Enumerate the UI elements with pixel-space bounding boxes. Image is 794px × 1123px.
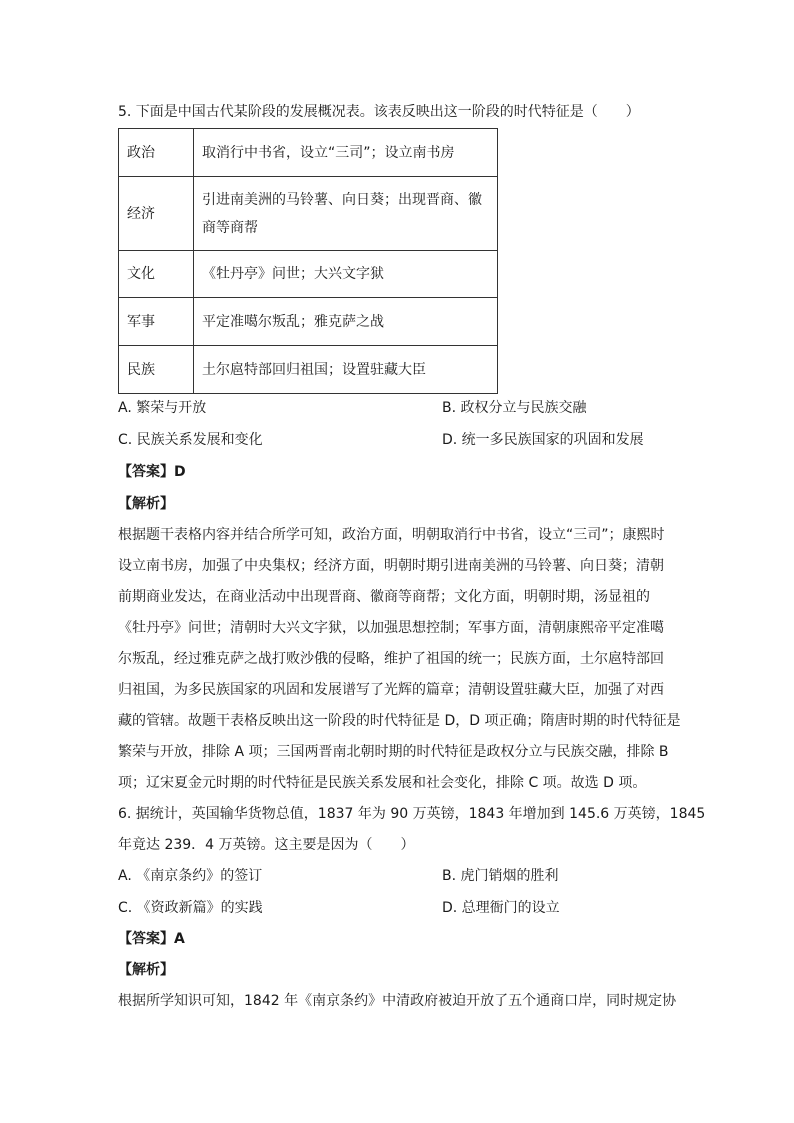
q6-stem-line: 年竟达 239．4 万英镑。这主要是因为（ ）	[118, 837, 415, 853]
q6-option-d: D. 总理衙门的设立	[442, 900, 560, 916]
q5-analysis-line: 《牡丹亭》问世；清朝时大兴文字狱，以加强思想控制；军事方面，清朝康熙帝平定准噶	[118, 620, 664, 636]
q6-option-b: B. 虎门销烟的胜利	[442, 868, 559, 884]
q5-analysis-line: 设立南书房，加强了中央集权；经济方面，明朝时期引进南美洲的马铃薯、向日葵；清朝	[118, 558, 664, 574]
q6-stem-line: 6. 据统计，英国输华货物总值，1837 年为 90 万英镑，1843 年增加到 145.6 万英镑，1845	[118, 806, 706, 822]
q5-option-d: D. 统一多民族国家的巩固和发展	[442, 432, 644, 448]
q6-option-c: C. 《资政新篇》的实践	[118, 900, 263, 916]
q5-answer: 【答案】D	[118, 464, 186, 480]
q5-analysis-line: 繁荣与开放，排除 A 项；三国两晋南北朝时期的时代特征是政权分立与民族交融，排除 B	[118, 744, 669, 760]
table-row	[119, 298, 498, 346]
table-row	[119, 177, 498, 251]
q5-analysis-line: 根据题干表格内容并结合所学可知，政治方面，明朝取消行中书省，设立“三司”；康熙时	[118, 527, 665, 543]
table-row-content	[194, 177, 498, 251]
q5-table	[118, 128, 498, 394]
q5-stem: 5. 下面是中国古代某阶段的发展概况表。该表反映出这一阶段的时代特征是（ ）	[118, 104, 640, 120]
q6-analysis-line: 根据所学知识可知，1842 年《南京条约》中清政府被迫开放了五个通商口岸，同时规定协	[118, 993, 677, 1009]
table-row-content: 平定准噶尔叛乱；雅克萨之战	[194, 298, 498, 346]
q5-analysis-line: 前期商业发达，在商业活动中出现晋商、徽商等商帮；文化方面，明朝时期，汤显祖的	[118, 589, 650, 605]
table-row-content: 取消行中书省，设立“三司”；设立南书房	[194, 129, 498, 177]
q5-analysis-title: 【解析】	[118, 496, 174, 512]
q5-option-a: A. 繁荣与开放	[118, 400, 207, 416]
q5-analysis-line: 藏的管辖。故题干表格反映出这一阶段的时代特征是 D，D 项正确；隋唐时期的时代特征是	[118, 713, 681, 729]
table-row	[119, 129, 498, 177]
q6-answer: 【答案】A	[118, 931, 185, 947]
table-row-content: 《牡丹亭》问世；大兴文字狱	[194, 251, 498, 298]
q5-analysis-line: 归祖国，为多民族国家的巩固和发展谱写了光辉的篇章；清朝设置驻藏大臣，加强了对西	[118, 682, 664, 698]
table-row-content: 土尔扈特部回归祖国；设置驻藏大臣	[194, 346, 498, 394]
table-row-label: 政治	[119, 129, 194, 177]
table-row	[119, 251, 498, 298]
q6-option-a: A. 《南京条约》的签订	[118, 868, 263, 884]
table-row-content-line: 商等商帮	[202, 219, 258, 236]
table-row-label: 文化	[119, 251, 194, 298]
q6-analysis-title: 【解析】	[118, 962, 174, 978]
q5-analysis-line: 项；辽宋夏金元时期的时代特征是民族关系发展和社会变化，排除 C 项。故选 D 项。	[118, 775, 647, 791]
table-row-content-line: 引进南美洲的马铃薯、向日葵；出现晋商、徽	[202, 191, 482, 208]
q5-option-c: C. 民族关系发展和变化	[118, 432, 263, 448]
table-row-label: 军事	[119, 298, 194, 346]
q5-analysis-line: 尔叛乱，经过雅克萨之战打败沙俄的侵略，维护了祖国的统一；民族方面，土尔扈特部回	[118, 651, 664, 667]
table-row-label: 民族	[119, 346, 194, 394]
table-row	[119, 346, 498, 394]
table-row-label: 经济	[119, 177, 194, 251]
q5-option-b: B. 政权分立与民族交融	[442, 400, 587, 416]
